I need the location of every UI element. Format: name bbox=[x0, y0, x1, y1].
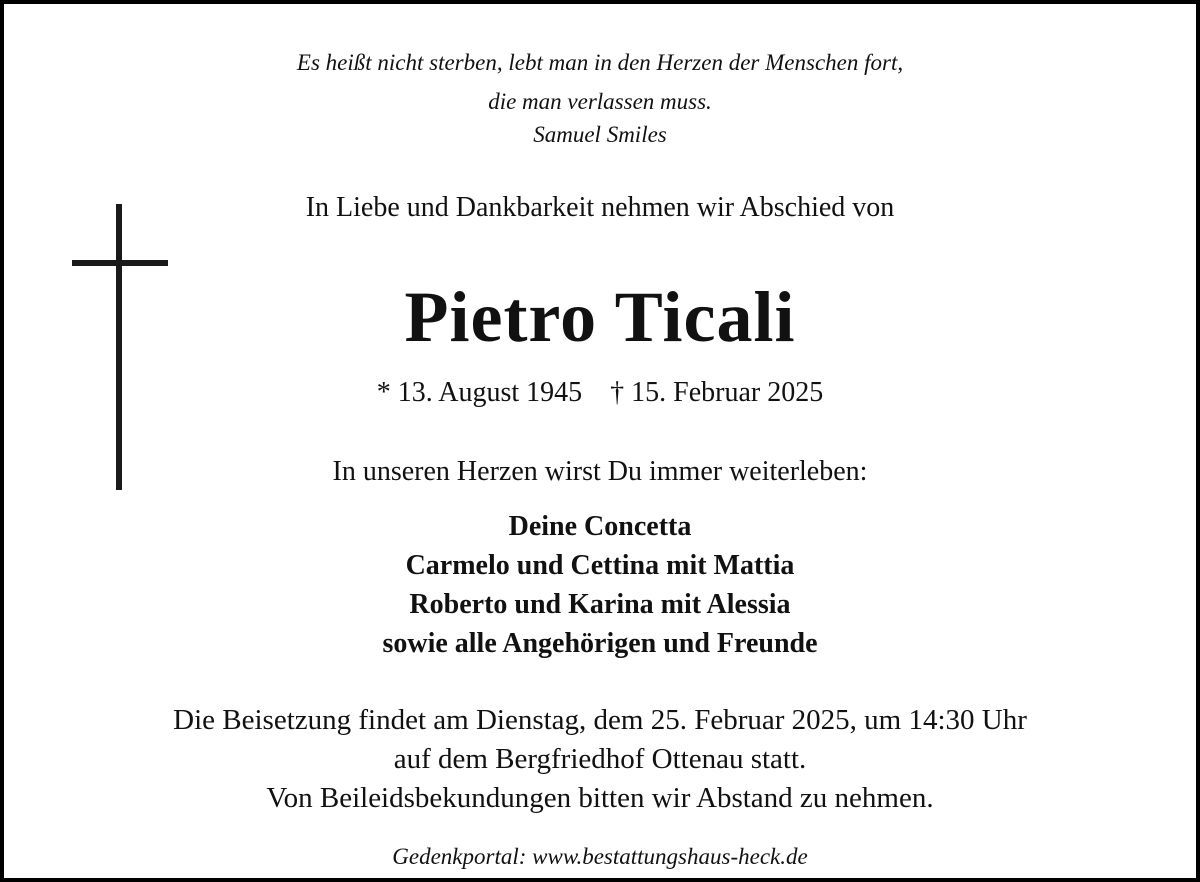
death-date: † 15. Februar 2025 bbox=[610, 377, 824, 408]
family-line: Roberto und Karina mit Alessia bbox=[409, 589, 791, 620]
remembrance-line: In unseren Herzen wirst Du immer weiterleben: bbox=[332, 456, 868, 487]
family-line: Carmelo und Cettina mit Mattia bbox=[405, 550, 795, 581]
burial-info-line: Von Beileidsbekundungen bitten wir Abstand zu nehmen. bbox=[266, 782, 934, 814]
quote-line-1: Es heißt nicht sterben, lebt man in den Herzen der Menschen fort, bbox=[296, 50, 904, 75]
quote-author: Samuel Smiles bbox=[533, 122, 667, 147]
burial-info-line: Die Beisetzung findet am Dienstag, dem 25. Februar 2025, um 14:30 Uhr bbox=[173, 704, 1027, 736]
family-line: sowie alle Angehörigen und Freunde bbox=[382, 628, 818, 659]
quote-line-2: die man verlassen muss. bbox=[488, 89, 712, 114]
cross-horizontal-bar bbox=[72, 260, 168, 266]
memorial-portal: Gedenkportal: www.bestattungshaus-heck.de bbox=[392, 844, 808, 869]
farewell-intro: In Liebe und Dankbarkeit nehmen wir Abschied von bbox=[305, 192, 895, 223]
family-line: Deine Concetta bbox=[508, 511, 692, 542]
burial-info-line: auf dem Bergfriedhof Ottenau statt. bbox=[393, 743, 807, 775]
birth-date: * 13. August 1945 bbox=[376, 377, 583, 408]
deceased-name: Pietro Ticali bbox=[404, 277, 796, 357]
life-dates bbox=[4, 377, 1196, 409]
